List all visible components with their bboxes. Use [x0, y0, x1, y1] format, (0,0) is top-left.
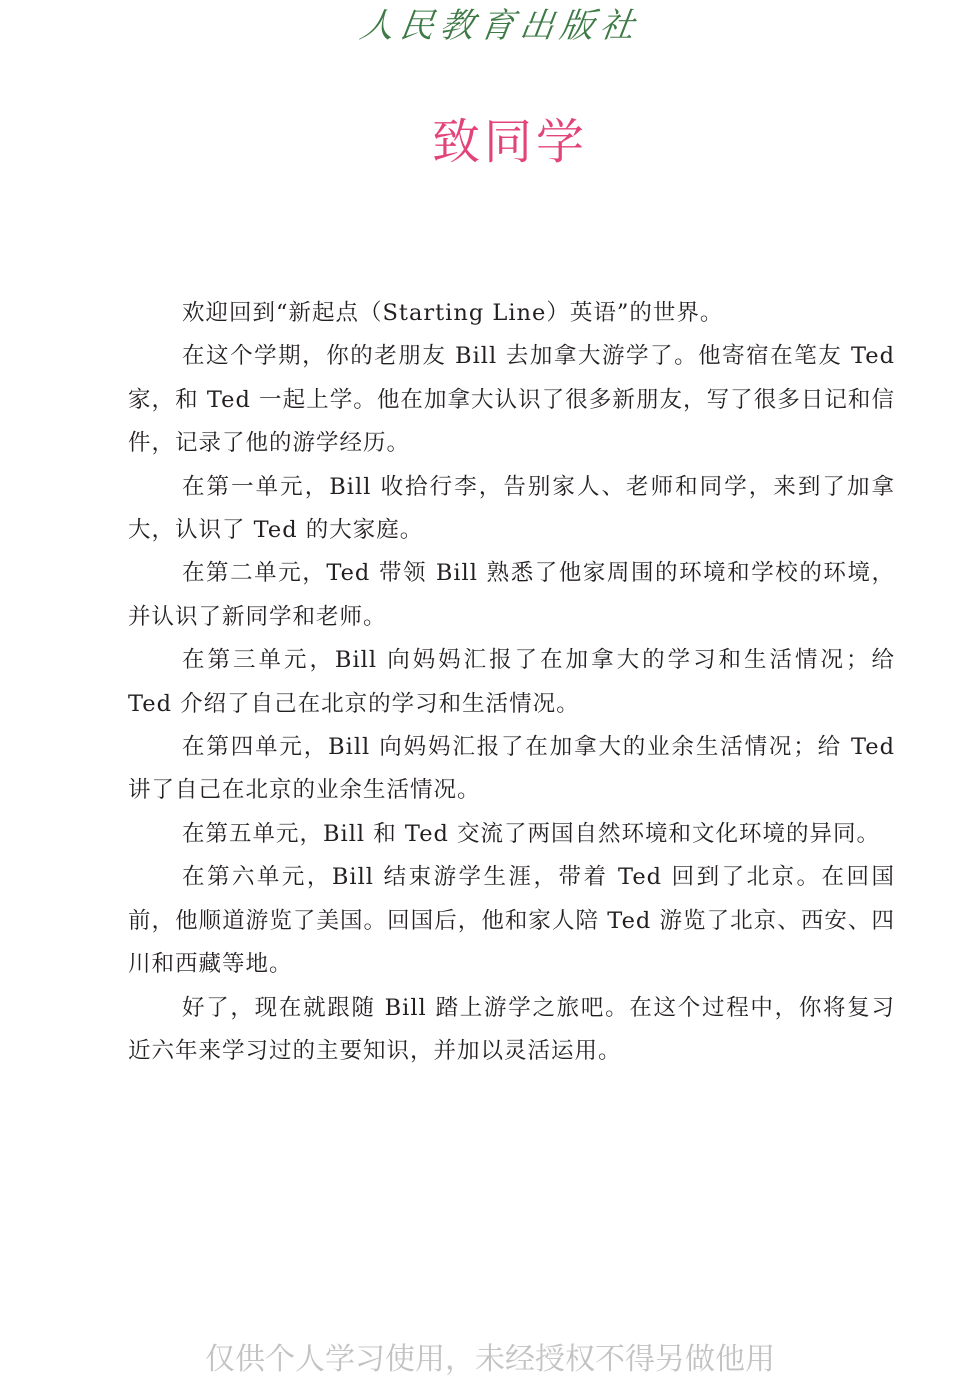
letter-body: [128, 292, 895, 1073]
paragraph-welcome: 欢迎回到“新起点（Starting Line）英语”的世界。: [182, 300, 724, 326]
paragraph-unit-4: 在第四单元，Bill 向妈妈汇报了在加拿大的业余生活情况；给 Ted 讲了自己在北京的业余生活情况。: [128, 734, 895, 804]
page-title: 致同学: [431, 114, 588, 170]
paragraph-intro: 在这个学期，你的老朋友 Bill 去加拿大游学了。他寄宿在笔友 Ted 家，和 Ted 一起上学。他在加拿大认识了很多新朋友，写了很多日记和信件，记录了他的游学经历。: [128, 343, 895, 457]
paragraph-unit-6: 在第六单元，Bill 结束游学生涯，带着 Ted 回到了北京。在回国前，他顺道游览了美国。回国后，他和家人陪 Ted 游览了北京、西安、四川和西藏等地。: [128, 864, 895, 978]
paragraph-unit-5: 在第五单元，Bill 和 Ted 交流了两国自然环境和文化环境的异同。: [182, 820, 881, 847]
paragraph-unit-1: 在第一单元，Bill 收拾行李，告别家人、老师和同学，来到了加拿大，认识了 Ted 的大家庭。: [128, 473, 895, 544]
publisher-logo: 人民教育出版社: [357, 6, 643, 46]
paragraph-unit-2: 在第二单元，Ted 带领 Bill 熟悉了他家周围的环境和学校的环境，并认识了新同学和老师。: [128, 560, 895, 630]
paragraph-closing: 好了，现在就跟随 Bill 踏上游学之旅吧。在这个过程中，你将复习近六年来学习过的主要知识，并加以灵活运用。: [128, 994, 895, 1064]
paragraph-unit-3: 在第三单元，Bill 向妈妈汇报了在加拿大的学习和生活情况；给 Ted 介绍了自己在北京的学习和生活情况。: [128, 647, 895, 717]
copyright-watermark: 仅供个人学习使用，未经授权不得另做他用: [205, 1342, 775, 1377]
